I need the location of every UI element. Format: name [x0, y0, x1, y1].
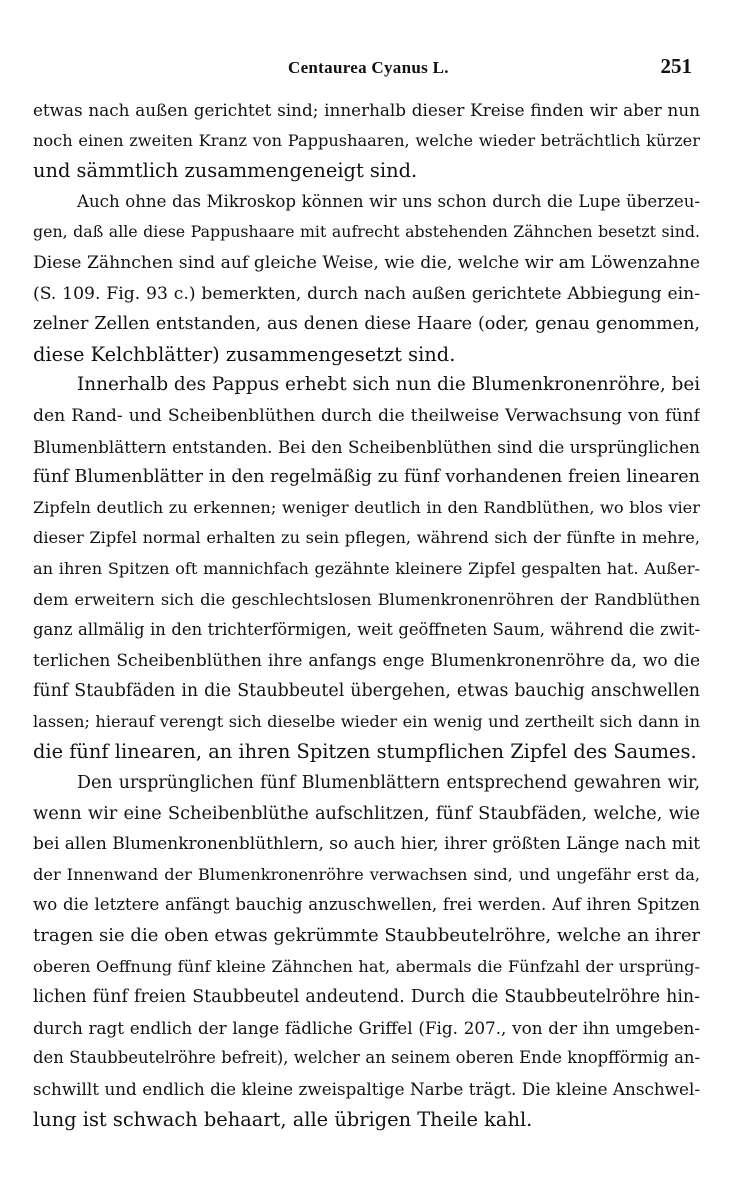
text-line: gen, daß alle diese Pappushaare mit aufrecht abstehenden Zähnchen besetzt sind. — [33, 222, 700, 242]
text-line: dem erweitern sich die geschlechtslosen Blumenkronenröhren der Randblüthen — [33, 589, 700, 609]
text-line: Innerhalb des Pappus erhebt sich nun die Blumenkronenröhre, bei — [77, 374, 700, 396]
text-line: den Staubbeutelröhre befreit), welcher an seinem oberen Ende knopfförmig an- — [33, 1048, 700, 1068]
text-line: Blumenblättern entstanden. Bei den Scheibenblüthen sind die ursprünglichen — [33, 436, 700, 457]
text-line: dieser Zipfel normal erhalten zu sein pflegen, während sich der fünfte in mehre, — [33, 528, 700, 548]
text-line: Auch ohne das Mikroskop können wir uns schon durch die Lupe überzeu- — [77, 191, 700, 211]
text-line: (S. 109. Fig. 93 c.) bemerkten, durch nach außen gerichtete Abbiegung ein- — [33, 283, 700, 304]
text-line: bei allen Blumenkronenblüthlern, so auch hier, ihrer größten Länge nach mit — [33, 834, 700, 855]
page-number: 251 — [660, 54, 692, 78]
text-line: Den ursprünglichen fünf Blumenblättern entsprechend gewahren wir, — [77, 773, 700, 794]
text-line: Diese Zähnchen sind auf gleiche Weise, wie die, welche wir am Löwenzahne — [33, 252, 700, 273]
text-line: zelner Zellen entstanden, aus denen diese Haare (oder, genau genommen, — [33, 314, 700, 335]
text-line: der Innenwand der Blumenkronenröhre verwachsen sind, und ungefähr erst da, — [33, 864, 700, 884]
text-line: lichen fünf freien Staubbeutel andeutend. Durch die Staubbeutelröhre hin- — [33, 987, 700, 1008]
page-header — [0, 52, 732, 82]
text-line: Zipfeln deutlich zu erkennen; weniger deutlich in den Randblüthen, wo blos vier — [33, 497, 700, 517]
text-line: und sämmtlich zusammengeneigt sind. — [33, 159, 418, 183]
text-line: lassen; hierauf verengt sich dieselbe wieder ein wenig und zertheilt sich dann in — [33, 711, 700, 731]
text-line: den Rand- und Scheibenblüthen durch die theilweise Verwachsung von fünf — [33, 405, 700, 426]
running-title: Centaurea Cyanus L. — [288, 58, 449, 77]
text-line: diese Kelchblätter) zusammengesetzt sind. — [33, 342, 456, 366]
text-line: fünf Staubfäden in die Staubbeutel übergehen, etwas bauchig anschwellen — [33, 681, 700, 702]
text-line: an ihren Spitzen oft mannichfach gezähnte kleinere Zipfel gespalten hat. Außer- — [33, 558, 700, 578]
text-line: wenn wir eine Scheibenblüthe aufschlitzen, fünf Staubfäden, welche, wie — [33, 802, 700, 824]
text-line: ganz allmälig in den trichterförmigen, weit geöffneten Saum, während die zwit- — [33, 620, 700, 640]
text-line: etwas nach außen gerichtet sind; innerhalb dieser Kreise finden wir aber nun — [33, 100, 700, 120]
text-line: schwillt und endlich die kleine zweispaltige Narbe trägt. Die kleine Anschwel- — [33, 1079, 700, 1099]
body-text — [33, 95, 700, 1135]
text-line: durch ragt endlich der lange fädliche Griffel (Fig. 207., von der ihn umgeben- — [33, 1017, 700, 1038]
text-line: die fünf linearen, an ihren Spitzen stumpflichen Zipfel des Saumes. — [33, 740, 697, 764]
text-line: terlichen Scheibenblüthen ihre anfangs enge Blumenkronenröhre da, wo die — [33, 650, 700, 671]
text-line: oberen Oeffnung fünf kleine Zähnchen hat, abermals die Fünfzahl der ursprüng- — [33, 956, 700, 976]
text-line: fünf Blumenblätter in den regelmäßig zu fünf vorhandenen freien linearen — [33, 467, 700, 488]
text-line: lung ist schwach behaart, alle übrigen Theile kahl. — [33, 1107, 533, 1131]
text-line: wo die letztere anfängt bauchig anzuschwellen, frei werden. Auf ihren Spitzen — [33, 895, 700, 915]
text-line: noch einen zweiten Kranz von Pappushaaren, welche wieder beträchtlich kürzer — [33, 130, 700, 150]
text-line: tragen sie die oben etwas gekrümmte Staubbeutelröhre, welche an ihrer — [33, 925, 700, 947]
